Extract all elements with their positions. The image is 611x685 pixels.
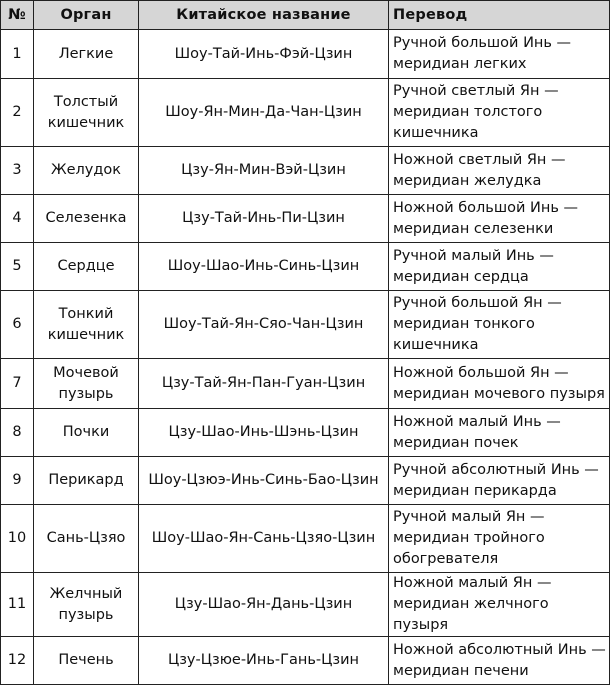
translation-line: Ручной светлый Ян — bbox=[393, 83, 559, 99]
table-row bbox=[1, 30, 610, 79]
translation-line: Ножной большой Инь — bbox=[393, 199, 579, 216]
table-header-row bbox=[1, 1, 610, 30]
cell-translation bbox=[389, 359, 610, 409]
translation-line: обогревателя bbox=[393, 551, 499, 567]
cell-chinese-name: Цзу-Цзюе-Инь-Гань-Цзин bbox=[139, 637, 389, 685]
translation-line: Ножной абсолютный Инь — bbox=[393, 641, 606, 658]
organ-line: Тонкий bbox=[58, 305, 114, 322]
cell-number: 5 bbox=[1, 243, 34, 291]
organ-line: Желчный bbox=[49, 585, 123, 602]
cell-chinese-name: Цзу-Ян-Мин-Вэй-Цзин bbox=[139, 147, 389, 195]
translation-line: меридиан легких bbox=[393, 56, 527, 72]
translation-line: меридиан печени bbox=[393, 662, 529, 679]
translation-line: Ручной большой Инь — bbox=[393, 35, 572, 51]
table-row bbox=[1, 457, 610, 505]
translation-line: кишечника bbox=[393, 125, 479, 141]
translation-line: кишечника bbox=[393, 337, 479, 353]
cell-number: 7 bbox=[1, 359, 34, 409]
translation-line: Ручной абсолютный Инь — bbox=[393, 461, 599, 478]
cell-translation bbox=[389, 30, 610, 79]
cell-organ bbox=[34, 637, 139, 685]
translation-line: Ножной большой Ян — bbox=[393, 364, 569, 381]
organ-line: Почки bbox=[62, 424, 110, 440]
cell-organ bbox=[34, 147, 139, 195]
cell-number: 4 bbox=[1, 195, 34, 243]
organ-line: кишечник bbox=[47, 326, 125, 343]
organ-line: пузырь bbox=[58, 385, 114, 402]
cell-organ bbox=[34, 457, 139, 505]
cell-organ bbox=[34, 359, 139, 409]
organ-line: Мочевой bbox=[53, 364, 119, 381]
cell-translation bbox=[389, 147, 610, 195]
cell-number: 3 bbox=[1, 147, 34, 195]
cell-translation bbox=[389, 409, 610, 457]
organ-line: Сердце bbox=[57, 258, 115, 274]
translation-line: меридиан перикарда bbox=[393, 482, 557, 499]
header-translation: Перевод bbox=[389, 1, 610, 30]
cell-organ bbox=[34, 79, 139, 147]
cell-organ bbox=[34, 505, 139, 573]
cell-translation bbox=[389, 79, 610, 147]
header-number: № bbox=[1, 1, 34, 30]
organ-line: Легкие bbox=[58, 45, 114, 62]
translation-line: меридиан тонкого bbox=[393, 316, 535, 332]
table-row bbox=[1, 409, 610, 457]
cell-chinese-name: Шоу-Тай-Инь-Фэй-Цзин bbox=[139, 30, 389, 79]
cell-chinese-name: Шоу-Шао-Ян-Сань-Цзяо-Цзин bbox=[139, 505, 389, 573]
header-organ: Орган bbox=[34, 1, 139, 30]
translation-line: меридиан толстого bbox=[393, 104, 543, 120]
table-row bbox=[1, 637, 610, 685]
organ-line: Селезенка bbox=[45, 210, 127, 226]
translation-line: Ножной малый Ян — bbox=[393, 575, 552, 591]
organ-line: пузырь bbox=[58, 606, 114, 623]
cell-translation bbox=[389, 195, 610, 243]
translation-line: меридиан мочевого пузыря bbox=[393, 385, 605, 402]
cell-translation bbox=[389, 291, 610, 359]
table-row bbox=[1, 195, 610, 243]
organ-line: кишечник bbox=[47, 114, 125, 131]
translation-line: Ножной светлый Ян — bbox=[393, 151, 566, 168]
translation-line: меридиан тройного bbox=[393, 530, 545, 546]
cell-number: 2 bbox=[1, 79, 34, 147]
cell-number: 6 bbox=[1, 291, 34, 359]
organ-line: Печень bbox=[58, 652, 114, 668]
cell-organ bbox=[34, 243, 139, 291]
table-row bbox=[1, 505, 610, 573]
cell-chinese-name: Шоу-Ян-Мин-Да-Чан-Цзин bbox=[139, 79, 389, 147]
cell-number: 1 bbox=[1, 30, 34, 79]
cell-translation bbox=[389, 505, 610, 573]
table-row bbox=[1, 147, 610, 195]
cell-chinese-name: Шоу-Цзюэ-Инь-Синь-Бао-Цзин bbox=[139, 457, 389, 505]
organ-line: Перикард bbox=[48, 472, 124, 488]
translation-line: Ручной большой Ян — bbox=[393, 295, 562, 311]
translation-line: Ручной малый Инь — bbox=[393, 247, 554, 264]
organ-line: Толстый bbox=[53, 93, 119, 110]
cell-number: 12 bbox=[1, 637, 34, 685]
cell-chinese-name: Цзу-Тай-Инь-Пи-Цзин bbox=[139, 195, 389, 243]
organ-line: Сань-Цзяо bbox=[46, 530, 126, 546]
table-row bbox=[1, 79, 610, 147]
cell-translation bbox=[389, 243, 610, 291]
cell-number: 11 bbox=[1, 573, 34, 637]
cell-chinese-name: Цзу-Шао-Инь-Шэнь-Цзин bbox=[139, 409, 389, 457]
translation-line: Ручной малый Ян — bbox=[393, 509, 545, 525]
translation-line: меридиан желчного пузыря bbox=[393, 596, 549, 633]
cell-translation bbox=[389, 573, 610, 637]
cell-chinese-name: Цзу-Тай-Ян-Пан-Гуан-Цзин bbox=[139, 359, 389, 409]
cell-chinese-name: Цзу-Шао-Ян-Дань-Цзин bbox=[139, 573, 389, 637]
translation-line: меридиан сердца bbox=[393, 268, 529, 285]
header-chinese-name: Китайское название bbox=[139, 1, 389, 30]
cell-number: 10 bbox=[1, 505, 34, 573]
cell-organ bbox=[34, 291, 139, 359]
translation-line: меридиан почек bbox=[393, 434, 519, 451]
table-row bbox=[1, 243, 610, 291]
cell-translation bbox=[389, 457, 610, 505]
cell-organ bbox=[34, 573, 139, 637]
translation-line: Ножной малый Инь — bbox=[393, 413, 561, 430]
cell-chinese-name: Шоу-Тай-Ян-Сяо-Чан-Цзин bbox=[139, 291, 389, 359]
cell-number: 9 bbox=[1, 457, 34, 505]
cell-chinese-name: Шоу-Шао-Инь-Синь-Цзин bbox=[139, 243, 389, 291]
organ-line: Желудок bbox=[50, 162, 122, 178]
cell-number: 8 bbox=[1, 409, 34, 457]
table-body bbox=[1, 30, 610, 685]
table-row bbox=[1, 291, 610, 359]
table-row bbox=[1, 573, 610, 637]
cell-organ bbox=[34, 30, 139, 79]
table-row bbox=[1, 359, 610, 409]
cell-organ bbox=[34, 409, 139, 457]
translation-line: меридиан селезенки bbox=[393, 220, 554, 237]
translation-line: меридиан желудка bbox=[393, 172, 542, 189]
cell-translation bbox=[389, 637, 610, 685]
cell-organ bbox=[34, 195, 139, 243]
